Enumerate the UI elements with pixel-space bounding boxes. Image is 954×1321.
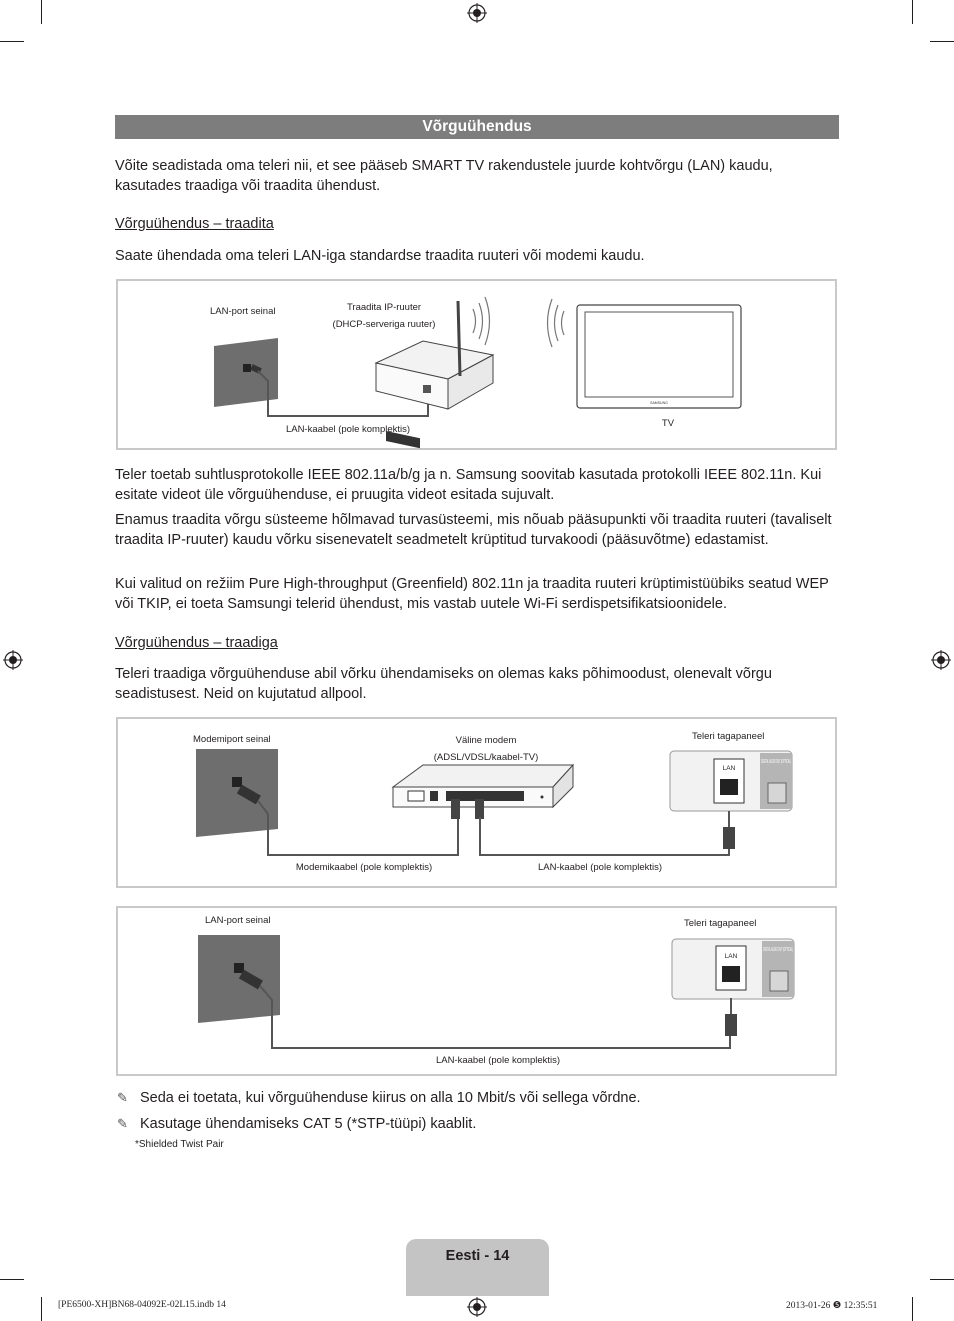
modem-cable xyxy=(258,801,458,855)
wall-lan-socket xyxy=(234,963,244,973)
print-date-info: 2013-01-26 ❺ 12:35:51 xyxy=(786,1301,878,1311)
section-title: Võrguühendus xyxy=(115,115,839,139)
lan-cable xyxy=(260,986,730,1048)
tv-lan-plug xyxy=(725,1014,737,1036)
pencil-note-icon: ✎ xyxy=(117,1116,128,1131)
tv-panel-label: Teleri tagapaneel xyxy=(692,731,765,742)
lan-cable xyxy=(480,817,729,855)
tv-screen xyxy=(585,312,733,397)
modem-power-port xyxy=(408,791,424,801)
router-label-line1: Traadita IP-ruuter xyxy=(346,302,422,313)
tv-wifi-waves xyxy=(548,299,565,347)
lan-cable-plug xyxy=(475,799,484,819)
wireless-paragraph-2: Enamus traadita võrgu süsteeme hõlmavad turvasüsteemi, mis nõuab pääsupunkti või traadita ruuteri (tavaliselt traadita IP-ruuter) kaudu võrku sisenevatelt seadmetelt krüptitud turvakoodi (pääsuvõtme) edastamist. xyxy=(115,512,832,548)
wall-lan-socket xyxy=(243,364,251,372)
crop-mark xyxy=(0,1279,24,1280)
wired-diagram-direct-drawing xyxy=(118,908,835,1074)
crop-mark xyxy=(930,1279,954,1280)
wall-plate xyxy=(198,935,280,1023)
wall-modem-socket xyxy=(232,777,242,787)
registration-mark-icon xyxy=(3,650,23,670)
print-file-info: [PE6500-XH]BN68-04092E-02L15.indb 14 xyxy=(58,1300,226,1310)
crop-mark xyxy=(912,1297,913,1321)
tv-optical-jack xyxy=(768,783,786,803)
lan-port-text: LAN xyxy=(724,953,738,960)
note-text: Kasutage ühendamiseks CAT 5 (*STP-tüüpi) kaablit. xyxy=(140,1116,477,1132)
lan-port-text: LAN xyxy=(722,765,736,772)
modem-cable-plug xyxy=(451,799,460,819)
lan-port-label: LAN-port seinal xyxy=(205,915,271,926)
lan-cable-label: LAN-kaabel (pole komplektis) xyxy=(537,862,663,873)
crop-mark xyxy=(930,41,954,42)
registration-mark-icon xyxy=(467,1297,487,1317)
tv-lan-jack xyxy=(720,779,738,795)
page-number-tab: Eesti - 14 xyxy=(406,1239,549,1296)
tv-brand: SAMSUNG xyxy=(650,401,668,405)
modem-top xyxy=(393,765,573,787)
note-text: Seda ei toetata, kui võrguühenduse kiirus on alla 10 Mbit/s või sellega võrdne. xyxy=(140,1090,641,1106)
router-wifi-waves xyxy=(473,297,490,345)
crop-mark xyxy=(41,1297,42,1321)
modem-led xyxy=(541,796,544,799)
intro-paragraph: Võite seadistada oma teleri nii, et see pääseb SMART TV rakendustele juurde kohtvõrgu (LAN) kaudu, kasutades traadiga või traadita ühendust. xyxy=(115,158,773,194)
note-2 xyxy=(117,1116,476,1132)
digital-audio-text: DIGITAL AUDIO OUT (OPTICAL) xyxy=(763,947,794,953)
wired-diagram-modem xyxy=(116,717,837,888)
footnote: *Shielded Twist Pair xyxy=(135,1139,224,1150)
wired-heading: Võrguühendus – traadiga xyxy=(115,635,278,651)
tv-panel-label: Teleri tagapaneel xyxy=(684,918,757,929)
modem-label-line2: (ADSL/VDSL/kaabel-TV) xyxy=(433,752,539,763)
digital-audio-text: DIGITAL AUDIO OUT (OPTICAL) xyxy=(761,759,792,765)
modem-cable-label: Modemikaabel (pole komplektis) xyxy=(295,862,433,873)
router-port xyxy=(423,385,431,393)
router-antenna xyxy=(458,301,460,376)
wireless-paragraph-1: Teler toetab suhtlusprotokolle IEEE 802.11a/b/g ja n. Samsung soovitab kasutada protokolli IEEE 802.11n. Kui esitate videot üle võrguühenduse, ei pruugita videot esitada sujuvalt. xyxy=(115,467,822,503)
tv-lan-plug xyxy=(723,827,735,849)
wired-intro: Teleri traadiga võrguühenduse abil võrku ühendamiseks on olemas kaks põhimoodust, olenevalt võrgu seadistusest. Neid on kujutatud allpool. xyxy=(115,666,772,702)
pencil-note-icon: ✎ xyxy=(117,1090,128,1105)
wireless-heading: Võrguühendus – traadita xyxy=(115,216,274,232)
registration-mark-icon xyxy=(931,650,951,670)
tv-lan-jack xyxy=(722,966,740,982)
wireless-paragraph-3: Kui valitud on režiim Pure High-throughput (Greenfield) 802.11n ja traadita ruuteri krüptimistüübiks seatud WEP või TKIP, ei toeta Samsungi telerid ühendust, mis vastab uutele Wi-Fi serdispetsifikatsioonidele. xyxy=(115,576,829,612)
crop-mark xyxy=(0,41,24,42)
note-1 xyxy=(117,1090,641,1106)
modem-port-label: Modemiport seinal xyxy=(193,734,271,745)
wall-plate xyxy=(196,749,278,837)
crop-mark xyxy=(41,0,42,24)
router-label-line2: (DHCP-serveriga ruuter) xyxy=(332,319,436,330)
wireless-diagram xyxy=(116,279,837,450)
lan-port-label: LAN-port seinal xyxy=(210,306,276,317)
wired-diagram-direct xyxy=(116,906,837,1076)
tv-label: TV xyxy=(661,418,675,429)
modem-label-line1: Väline modem xyxy=(455,735,517,746)
tv-optical-jack xyxy=(770,971,788,991)
wireless-intro: Saate ühendada oma teleri LAN-iga standardse traadita ruuteri või modemi kaudu. xyxy=(115,248,645,264)
registration-mark-icon xyxy=(467,3,487,23)
modem-phone-port xyxy=(430,791,438,801)
crop-mark xyxy=(912,0,913,24)
lan-cable-label: LAN-kaabel (pole komplektis) xyxy=(435,1055,561,1066)
cable-label: LAN-kaabel (pole komplektis) xyxy=(285,424,411,435)
